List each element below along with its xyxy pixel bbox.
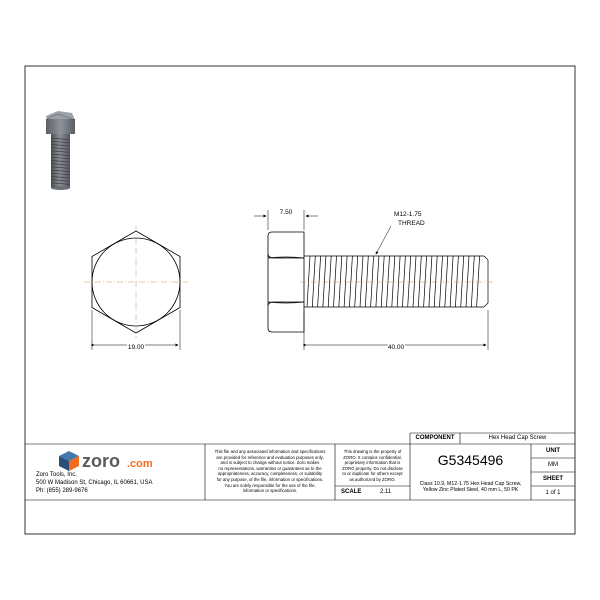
unit-value: MM bbox=[548, 462, 558, 468]
component-label: COMPONENT bbox=[415, 435, 455, 441]
disclaimer-text: This file and any associated information and specifications are provided for reference and evaluation purposes only, and is subject to change without notice. Zoro makes no representations, warranties or guarantees as to the appropriateness, accuracy, completeness, or suitability for any purpose, of the file, information or specifications. You are solely responsible for the use of the file, information or specifications. bbox=[214, 449, 326, 494]
confidential-text: This drawing is the property of ZORO. It contains confidential, proprietary information that is ZORO property. Do not disclose to or duplicate for others except as authorized by ZORO. bbox=[342, 449, 403, 482]
part-number: G5345496 bbox=[437, 452, 504, 468]
thread-callout-line-2: THREAD bbox=[398, 220, 425, 227]
hex-center-lines bbox=[84, 226, 188, 338]
bolt-side-view-head bbox=[268, 232, 304, 332]
logo-suffix: .com bbox=[127, 458, 153, 470]
dim-head-height-label: 7.50 bbox=[279, 209, 293, 216]
part-description: Class 10.9, M12-1.75 Hex Head Cap Screw, Yellow Zinc Plated Steel, 40 mm L, 50 PK bbox=[419, 481, 522, 494]
company-address: 500 W Madison St, Chicago, IL 60661, USA bbox=[36, 480, 153, 486]
bolt-side-view-shank bbox=[304, 256, 488, 307]
bolt-3d-image bbox=[46, 111, 75, 190]
thread-callout-line-1: M12-1.75 bbox=[394, 211, 422, 218]
dim-across-flats-label: 19.00 bbox=[127, 344, 145, 351]
company-name: Zoro Tools, Inc. bbox=[36, 472, 77, 478]
scale-value: 2.11 bbox=[380, 489, 392, 495]
zoro-logo bbox=[59, 451, 153, 471]
sheet-label: SHEET bbox=[542, 476, 563, 482]
scale-label: SCALE bbox=[341, 489, 362, 495]
thread-leader bbox=[376, 226, 391, 254]
company-phone: Ph: (855) 289-9676 bbox=[36, 488, 88, 494]
dim-length-label: 40.00 bbox=[387, 344, 405, 351]
sheet-value: 1 of 1 bbox=[545, 490, 561, 496]
unit-label: UNIT bbox=[546, 448, 560, 454]
component-value: Hex Head Cap Screw bbox=[488, 435, 547, 441]
logo-word: zoro bbox=[82, 451, 120, 471]
